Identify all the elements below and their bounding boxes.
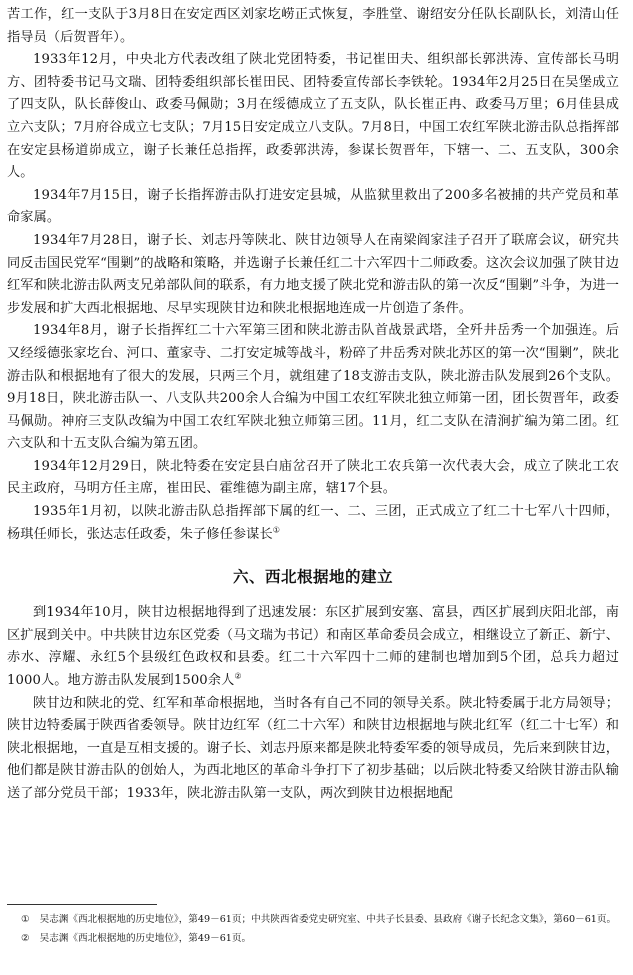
paragraph: 到1934年10月，陕甘边根据地得到了迅速发展：东区扩展到安塞、富县，西区扩展到庆阳北部，南区扩展到关中。中共陕甘边东区党委（马文瑞为书记）和南区革命委员会成立，相继设立了新正、新宁、赤水、淳耀、永红5个县级红色政权和县委。红二十六军四十二师的建制也增加到5个团，总兵力超过1000人。地方游击队发展到1500余人② (7, 605, 619, 689)
footnote: ② 吴志渊《西北根据地的历史地位》，第49－61页。 (21, 933, 252, 944)
footnote-number: ① (21, 914, 30, 925)
paragraph: 苦工作，红一支队于3月8日在安定西区刘家圪崂正式恢复，李胜堂、谢绍安分任队长副队长，刘清山任指导员（后贺晋年）。 (7, 7, 619, 45)
paragraph: 1934年7月28日，谢子长、刘志丹等陕北、陕甘边领导人在南梁阎家洼子召开了联席会议，研究共同反击国民党军“围剿”的战略和策略，并选谢子长兼任红二十六军四十二师政委。这次会议加强了陕甘边红军和陕北游击队两支兄弟部队间的联系，有力地支援了陕北党和游击队的第一次反“围剿”斗争，为进一步发展和扩大西北根据地、尽早实现陕甘边和陕北根据地连成一片创造了条件。 (7, 232, 619, 316)
footnote-divider (7, 904, 157, 905)
paragraph: 陕甘边和陕北的党、红军和革命根据地，当时各有自己不同的领导关系。陕北特委属于北方局领导；陕甘边特委属于陕西省委领导。陕甘边红军（红二十六军）和陕甘边根据地与陕北红军（红二十七军）和陕北根据地，一直是互相支援的。谢子长、刘志丹原来都是陕北特委军委的领导成员，先后来到陕甘边，他们都是陕甘游击队的创始人，为西北地区的革命斗争打下了初步基础；以后陕北特委又给陕甘游击队输送了部分党员干部；1933年，陕北游击队第一支队，两次到陕甘边根据地配 (7, 695, 619, 801)
body-text-bottom (7, 602, 619, 805)
body-text-top (7, 4, 619, 546)
paragraph: 1933年12月，中央北方代表改组了陕北党团特委，书记崔田夫、组织部长郭洪涛、宣传部长马明方、团特委书记马文瑞、团特委组织部长崔田民、团特委宣传部长李铁轮。1934年2月25日在吴堡成立了四支队，队长薛俊山、政委马佩勋；3月在绥德成立了五支队，队长崔正冉、政委马万里；6月佳县成立六支队；7月府谷成立七支队；7月15日安定成立八支队。7月8日，中国工农红军陕北游击队总指挥部在安定县杨道峁成立，谢子长兼任总指挥，政委郭洪涛，参谋长贺晋年，下辖一、二、五支队，300余人。 (7, 52, 619, 181)
paragraph: 1934年12月29日，陕北特委在安定县白庙岔召开了陕北工农兵第一次代表大会，成立了陕北工农民主政府，马明方任主席，崔田民、霍维德为副主席，辖17个县。 (7, 458, 619, 497)
paragraph: 1935年1月初，以陕北游击队总指挥部下属的红一、二、三团，正式成立了红二十七军八十四师，杨琪任师长，张达志任政委，朱子修任参谋长① (7, 504, 619, 542)
paragraph: 1934年7月15日，谢子长指挥游击队打进安定县城，从监狱里救出了200多名被捕的共产党员和革命家属。 (7, 187, 619, 226)
footnote-marker: ② (234, 671, 242, 681)
footnote: ① 吴志渊《西北根据地的历史地位》，第49－61页；中共陕西省委党史研究室、中共子长县委、县政府《谢子长纪念文集》，第60－61页。 (21, 914, 617, 925)
paragraph: 1934年8月，谢子长指挥红二十六军第三团和陕北游击队首战景武塔，全歼井岳秀一个加强连。后又经绥德张家圪台、河口、董家寺、二打安定城等战斗，粉碎了井岳秀对陕北苏区的第一次“围剿”，陕北游击队和根据地有了很大的发展，只两三个月，就组建了18支游击支队，陕北游击队发展到26个支队。9月18日，陕北游击队一、八支队共200余人合编为中国工农红军陕北独立师第一团，团长贺晋年，政委马佩勋。神府三支队改编为中国工农红军陕北独立师第三团。11月，红二支队在清涧扩编为第二团。红六支队和十五支队合编为第五团。 (7, 323, 619, 452)
footnotes (7, 910, 619, 948)
section-title: 六、西北根据地的建立 (232, 567, 393, 587)
footnote-marker: ① (272, 525, 281, 535)
footnote-number: ② (21, 933, 30, 944)
